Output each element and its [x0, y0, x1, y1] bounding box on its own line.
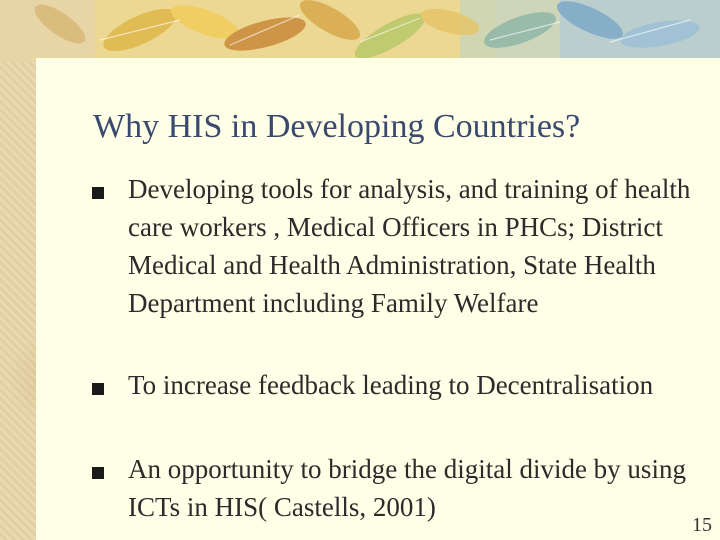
leaf-banner-icon [0, 0, 720, 62]
page-number: 15 [692, 514, 712, 536]
bullet-text: To increase feedback leading to Decentralisation [128, 370, 654, 400]
square-bullet-icon [92, 467, 104, 479]
bullet-text: Developing tools for analysis, and training of health care workers , Medical Officers in PHCs; District Medical and Health Administration, State Health Department including Family Welfare [128, 174, 691, 318]
square-bullet-icon [92, 187, 104, 199]
square-bullet-icon [92, 383, 104, 395]
bullet-text: An opportunity to bridge the digital divide by using ICTs in HIS( Castells, 2001) [128, 454, 686, 522]
slide-title: Why HIS in Developing Countries? [93, 108, 581, 145]
